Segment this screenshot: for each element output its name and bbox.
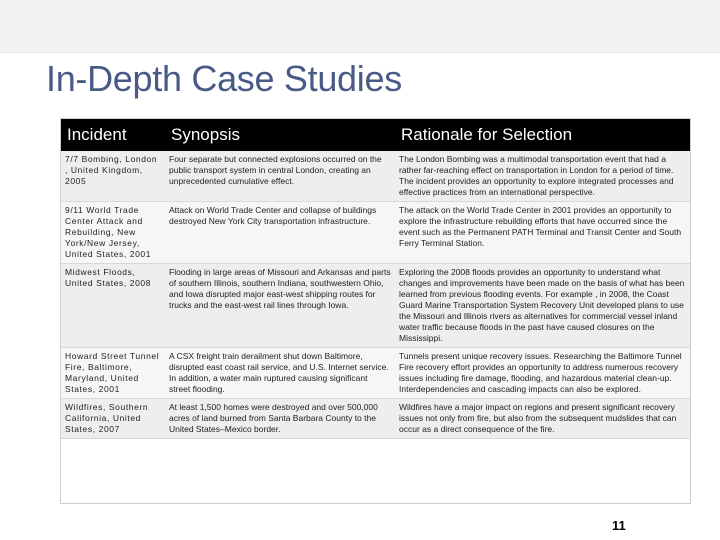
incident-cell: Midwest Floods, United States, 2008 — [61, 264, 165, 348]
incident-cell: Wildfires, Southern California, United States, 2007 — [61, 399, 165, 439]
table-row — [61, 399, 690, 439]
table-row — [61, 348, 690, 399]
rationale-cell: Exploring the 2008 floods provides an opportunity to understand what changes and improvements have been made on the basis of what has been learned from previous flooding events. For example , in 2008, the Coast Guard Marine Transportation System Recovery Unit developed plans to use the Missouri and Illinois rivers as alternatives for commercial vessel inland water traffic because floods in the past have caused closures on the Mississippi. — [395, 264, 690, 348]
incident-cell: 7/7 Bombing, London , United Kingdom, 2005 — [61, 151, 165, 202]
slide-title: In-Depth Case Studies — [46, 58, 402, 99]
case-studies-table — [60, 118, 691, 504]
synopsis-cell: Attack on World Trade Center and collapse of buildings destroyed New York City transportation infrastructure. — [165, 202, 395, 264]
header-rationale: Rationale for Selection — [395, 119, 690, 151]
table-row — [61, 264, 690, 348]
incident-cell: 9/11 World Trade Center Attack and Rebuilding, New York/New Jersey, United States, 2001 — [61, 202, 165, 264]
synopsis-cell: Flooding in large areas of Missouri and Arkansas and parts of southern Illinois, southern Indiana, southwestern Ohio, and Iowa disrupted major east-west shipping routes for trucks and the east-west rail lines through Iowa. — [165, 264, 395, 348]
rationale-cell: The London Bombing was a multimodal transportation event that had a rather far-reaching effect on transportation in London for a period of time. The incident provides an opportunity to explore integrated processes and effective practices from an international perspective. — [395, 151, 690, 202]
incident-cell: Howard Street Tunnel Fire, Baltimore, Maryland, United States, 2001 — [61, 348, 165, 399]
rationale-cell: Wildfires have a major impact on regions and present significant recovery issues not only from fire, but also from the subsequent mudslides that can occur as a direct consequence of the fire. — [395, 399, 690, 439]
synopsis-cell: Four separate but connected explosions occurred on the public transport system in central London, creating an unprecedented cumulative effect. — [165, 151, 395, 202]
synopsis-cell: At least 1,500 homes were destroyed and over 500,000 acres of land burned from Santa Barbara County to the United States–Mexico border. — [165, 399, 395, 439]
synopsis-cell: A CSX freight train derailment shut down Baltimore, disrupted east coast rail service, and U.S. Internet service. In addition, a water main ruptured causing significant street flooding. — [165, 348, 395, 399]
rationale-cell: The attack on the World Trade Center in 2001 provides an opportunity to explore the infrastructure rebuilding efforts that have occurred since the event such as the Permanent PATH Terminal and Transit Center and South Ferry Terminal Station. — [395, 202, 690, 264]
top-band — [0, 0, 720, 53]
page-number: 11 — [612, 518, 626, 533]
table-header-row — [61, 119, 690, 151]
header-incident: Incident — [61, 119, 165, 151]
table-row — [61, 202, 690, 264]
header-synopsis: Synopsis — [165, 119, 395, 151]
rationale-cell: Tunnels present unique recovery issues. Researching the Baltimore Tunnel Fire recovery effort provides an opportunity to address numerous recovery issues including fire damage, flooding, and hazardous material clean-up. Interdependencies and cascading impacts can also be explored. — [395, 348, 690, 399]
table-row — [61, 151, 690, 202]
